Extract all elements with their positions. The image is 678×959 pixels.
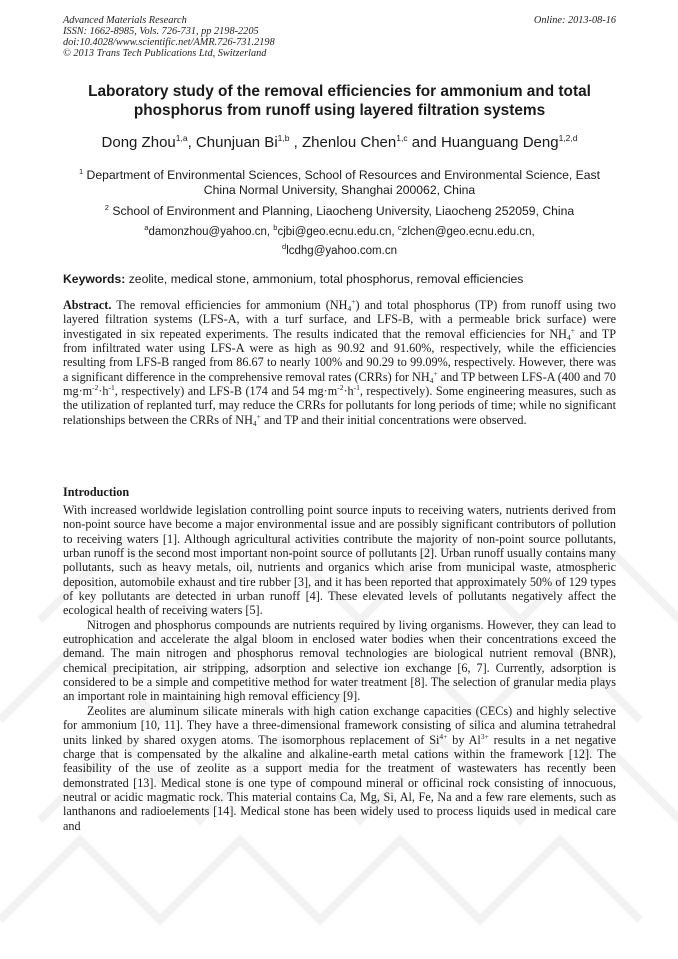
- abstract: [63, 298, 616, 427]
- affiliation-text: School of Environment and Planning, Liaocheng University, Liaocheng 252059, China: [112, 204, 575, 218]
- subscript: 4: [566, 332, 571, 342]
- paragraph: With increased worldwide legislation controlling point source inputs to receiving waters, nutrients derived from non-point source have become a major environmental issue and are possibly significant contributors of pollution to receiving waters [1]. Although agricultural activities contribute the majority of non-point source pollutants, urban runoff is the second most important non-point source of pollutants [2]. Urban runoff usually contains many pollutants, such as heavy metals, oil, nutrients and organics which arise from municipal waste, atmospheric deposition, automobile exhaust and tire rubber [3], and it has been reported that approximately 50% of 129 types of key pollutants are detected in urban runoff [4]. These elevated levels of pollutants negatively affect the ecological health of receiving waters [5].: [63, 503, 616, 618]
- journal-issn: ISSN: 1662-8985, Vols. 726-731, pp 2198-2205: [63, 26, 259, 37]
- journal-info: [63, 15, 275, 59]
- author-name: Dong Zhou: [101, 134, 176, 151]
- author-affiliation-mark: 1,a: [175, 133, 188, 143]
- section-heading-introduction: Introduction: [63, 485, 130, 499]
- affiliation-text: Department of Environmental Sciences, School of Resources and Environmental Science, East China Normal University, Shanghai 200062, China: [86, 168, 601, 197]
- superscript: +: [570, 325, 575, 335]
- abstract-label: Abstract.: [63, 298, 112, 312]
- email-key: d: [282, 241, 287, 251]
- email-address[interactable]: damonzhou@yahoo.cn,: [148, 226, 274, 238]
- affiliation-2: [63, 200, 616, 219]
- email-key: c: [397, 223, 402, 232]
- paragraph-text: Zeolites are aluminum silicate minerals with high cation exchange capacities (CECs) and highly selective for ammonium [10, 11]. They have a three-dimensional framework consisting of silica and alumina tetrahedral units linked by shared oxygen atoms. The isomorphous replacement of Si: [63, 703, 616, 747]
- author-separator: and: [407, 134, 441, 151]
- abstract-text: , respectively). Some engineering measures, such as the utilization of replanted turf, may reduce the CRRs for pollutants for long periods of time; while no significant relationships between the CRRs of NH: [63, 384, 616, 427]
- author-list: [63, 129, 616, 152]
- superscript: -1: [353, 383, 360, 393]
- abstract-text: and TP from infiltrated water using LFS-A were as high as 90.92 and 91.60%, respectively, while the efficiencies resulting from LFS-B ranged from 86.67 to nearly 100% and 90.29 to 99.09%, respectively. However, there was a significant difference in the comprehensive removal rates (CRRs) for NH: [63, 326, 616, 384]
- abstract-text: ·h: [343, 384, 354, 399]
- author-separator: ,: [187, 134, 196, 151]
- author-separator: ,: [289, 134, 302, 151]
- abstract-text: and TP between LFS-A (400 and 70 mg·m: [63, 369, 617, 399]
- abstract-text: ) and total phosphorus (TP) from runoff using two layered filtration systems (LFS-A, with a turf surface, and LFS-B, with a permeable brick surface) were investigated in six repeated experiments. The results indicated that the removal efficiencies for NH: [63, 298, 616, 341]
- email-address[interactable]: cjbi@geo.ecnu.edu.cn,: [277, 226, 398, 238]
- journal-doi: doi:10.4028/www.scientific.net/AMR.726-731.2198: [63, 37, 275, 48]
- email-key: a: [144, 223, 149, 232]
- affiliation-number: 1: [78, 167, 84, 176]
- superscript: -2: [337, 383, 344, 393]
- superscript: 4+: [439, 731, 448, 741]
- email-address[interactable]: zlchen@geo.ecnu.edu.cn,: [401, 226, 535, 238]
- abstract-text: , respectively) and LFS-B (174 and 54 mg·m: [114, 384, 338, 399]
- superscript: 3+: [480, 731, 489, 741]
- abstract-text: ·h: [98, 384, 109, 399]
- keywords-text: zeolite, medical stone, ammonium, total phosphorus, removal efficiencies: [125, 272, 524, 286]
- subscript: 4: [252, 418, 257, 428]
- affiliation-number: 2: [104, 203, 109, 212]
- email-list: [63, 221, 616, 258]
- author-affiliation-mark: 1,c: [396, 133, 408, 143]
- subscript: 4: [429, 375, 434, 385]
- superscript: +: [351, 297, 356, 306]
- abstract-text: The removal efficiencies for ammonium (NH: [111, 298, 348, 312]
- journal-name: Advanced Materials Research: [63, 15, 187, 26]
- online-date: Online: 2013-08-16: [533, 15, 616, 26]
- superscript: -2: [92, 383, 99, 393]
- introduction-body: [63, 503, 616, 833]
- superscript: -1: [108, 383, 115, 393]
- email-address[interactable]: lcdhg@yahoo.com.cn: [286, 244, 397, 257]
- subscript: 4: [347, 304, 352, 313]
- author-name: Huanguang Deng: [440, 134, 559, 151]
- author-name: Chunjuan Bi: [195, 134, 278, 151]
- paragraph-text: results in a net negative charge that is compensated by the alkaline and alkaline-earth metal cations within the framework [12]. The feasibility of the use of zeolite as a support media for the treatment of wastewaters has recently been demonstrated [13]. Medical stone is one type of compound mineral or officinal rock consisting of innocuous, neutral or acidic magmatic rock. This material contains Ca, Mg, Si, Al, Fe, Na and a few rare elements, such as lanthanons and radioelements [14]. Medical stone has been widely used to process liquids used in medical care and: [63, 732, 616, 833]
- paragraph: Nitrogen and phosphorus compounds are nutrients required by living organisms. However, they can lead to eutrophication and accelerate the algal bloom in enclosed water bodies when their concentrations exceed the demand. The main nitrogen and phosphorus removal technologies are biological nutrient removal (BNR), chemical precipitation, air stripping, adsorption and selective ion exchange [6, 7]. Currently, adsorption is considered to be a simple and competitive method for water treatment [8]. The selection of granular media plays an important role in maintaining high removal efficiency [9].: [63, 617, 616, 704]
- author-affiliation-mark: 1,b: [277, 133, 290, 143]
- keywords-label: Keywords:: [63, 272, 126, 286]
- keywords: [63, 272, 616, 286]
- abstract-text: and TP and their initial concentrations were observed.: [260, 412, 527, 427]
- superscript: +: [433, 368, 438, 378]
- journal-copyright: © 2013 Trans Tech Publications Ltd, Switzerland: [63, 48, 267, 59]
- author-name: Zhenlou Chen: [302, 134, 397, 151]
- paragraph-text: by Al: [447, 732, 481, 747]
- affiliation-1: [63, 164, 616, 198]
- paragraph: [63, 704, 616, 833]
- author-affiliation-mark: 1,2,d: [558, 133, 578, 143]
- superscript: +: [256, 411, 261, 421]
- paper-title: Laboratory study of the removal efficiencies for ammonium and total phosphorus from runoff using layered filtration systems: [88, 83, 591, 119]
- email-key: b: [273, 223, 278, 232]
